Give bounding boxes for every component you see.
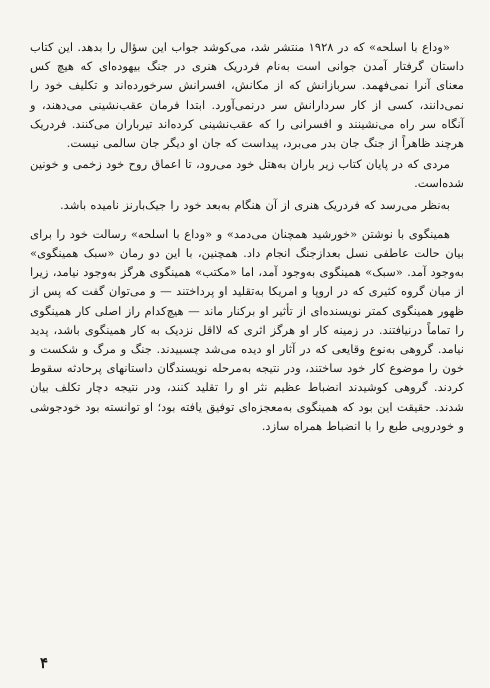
paragraph-2: مردی که در پایان کتاب زیر باران به‌هتل خود می‌رود، تا اعماق روح خود زخمی و خونین شده‌است.	[30, 157, 464, 191]
page-number: ۴	[40, 654, 49, 672]
paragraph-1: «وداع با اسلحه» که در ۱۹۲۸ منتشر شد، می‌کوشد جواب این سؤال را بدهد. این کتاب داستان گرفتار آمدن جوانی است به‌نام فردریک هنری در جنگ بیهوده‌ای که هیچ کس معنای آنرا نمی‌فهمد. سربازانش که از مکانش، افسرانش سرخورده‌اند و تکلیف خود را نمی‌دانند، کسی از کار سردارانش سر درنمی‌آورد. ابتدا فرمان عقب‌نشینی می‌دهند، و آنگاه سر راه می‌نشینند و افسرانی را که عقب‌نشینی کرده‌اند تیرباران می‌کنند. فردریک هرچند ظاهراً از جنگ جان بدر می‌برد، پیداست که جان او دیگر جان سالمی نیست.	[30, 40, 464, 151]
paragraph-4: همینگوی با نوشتن «خورشید همچنان می‌دمد» و «وداع با اسلحه» رسالت خود را برای بیان حالت عاطفی نسل بعدازجنگ انجام داد. همچنین، با این دو رمان «سبک همینگوی» به‌وجود آمد. «سبک» همینگوی به‌وجود آمد، اما «مکتب» همینگوی هرگز به‌وجود نیامد، زیرا از میان گروه کثیری که در اروپا و امریکا به‌تقلید او پرداختند — و می‌توان گفت که پس از ظهور همینگوی کمتر نویسنده‌ای از تأثیر او برکنار ماند — هیچ‌کدام راز اصلی کار همینگوی را تماماً درنیافتند. در زمینه کار او هرگز اثری که لااقل نزدیک به کار همینگوی باشد، پدید نیامد. گروهی به‌نوع وقایعی که در آثار او دیده می‌شد چسبیدند. جنگ و مرگ و شکست و خون را موضوع کار خود ساختند، ودر نتیجه به‌مرحله نویسندگان داستانهای پرحادثه سقوط کردند. گروهی کوشیدند انضباط عظیم نثر او را تقلید کنند، ودر نتیجه دچار تکلف بیان شدند. حقیقت این بود که همینگوی به‌معجزه‌ای توفیق یافته بود؛ او توانسته بود خودجوشی و خودرویی طبع را با انضباط همراه سازد.	[30, 226, 464, 433]
body-text	[30, 38, 464, 436]
paragraph-3: به‌نظر می‌رسد که فردریک هنری از آن هنگام به‌بعد خود را جیک‌بارنز نامیده باشد.	[59, 197, 450, 212]
